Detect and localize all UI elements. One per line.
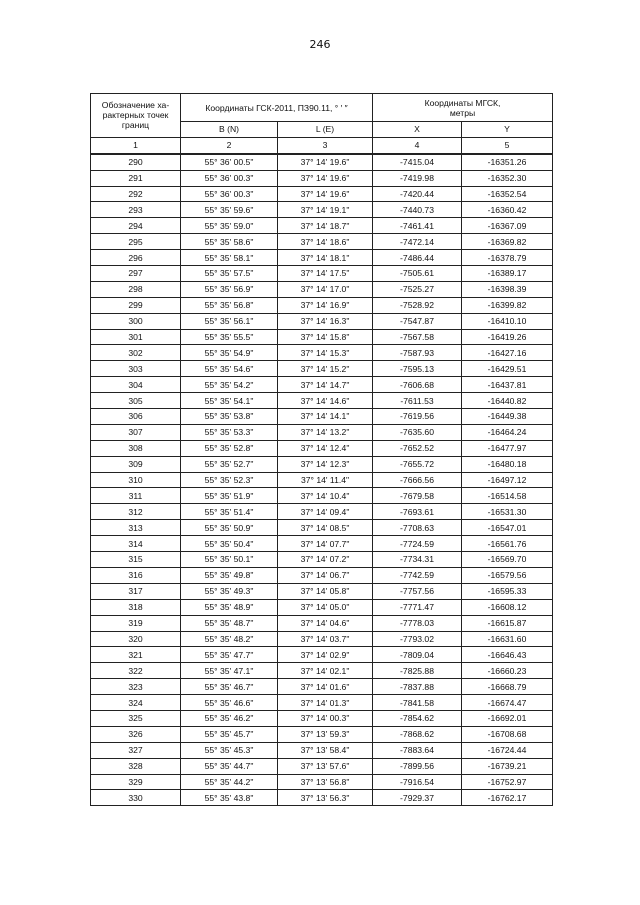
longitude-cell: 37° 14' 05.0" <box>278 599 373 615</box>
y-cell: -16692.01 <box>462 710 553 726</box>
x-label: X <box>373 122 462 138</box>
header-row-1 <box>91 94 553 122</box>
point-id-cell: 290 <box>91 154 181 170</box>
y-cell: -16449.38 <box>462 409 553 425</box>
table-row <box>91 361 553 377</box>
longitude-cell: 37° 13' 57.6" <box>278 758 373 774</box>
x-cell: -7666.56 <box>373 472 462 488</box>
table-row <box>91 313 553 329</box>
latitude-cell: 55° 35' 54.9" <box>181 345 278 361</box>
latitude-cell: 55° 35' 56.9" <box>181 281 278 297</box>
x-cell: -7655.72 <box>373 456 462 472</box>
y-cell: -16369.82 <box>462 234 553 250</box>
longitude-cell: 37° 13' 59.3" <box>278 726 373 742</box>
latitude-cell: 55° 35' 59.6" <box>181 202 278 218</box>
longitude-cell: 37° 14' 15.2" <box>278 361 373 377</box>
longitude-cell: 37° 14' 07.7" <box>278 536 373 552</box>
x-cell: -7825.88 <box>373 663 462 679</box>
table-header <box>91 94 553 154</box>
longitude-cell: 37° 13' 56.8" <box>278 774 373 790</box>
x-cell: -7635.60 <box>373 424 462 440</box>
latitude-cell: 55° 35' 58.1" <box>181 250 278 266</box>
x-cell: -7440.73 <box>373 202 462 218</box>
y-cell: -16724.44 <box>462 742 553 758</box>
table-row <box>91 710 553 726</box>
point-id-cell: 325 <box>91 710 181 726</box>
longitude-cell: 37° 14' 19.6" <box>278 154 373 170</box>
longitude-cell: 37° 14' 14.7" <box>278 377 373 393</box>
point-id-cell: 291 <box>91 170 181 186</box>
y-cell: -16497.12 <box>462 472 553 488</box>
latitude-cell: 55° 35' 50.1" <box>181 552 278 568</box>
x-cell: -7693.61 <box>373 504 462 520</box>
latitude-cell: 55° 35' 56.1" <box>181 313 278 329</box>
table-row <box>91 186 553 202</box>
x-cell: -7505.61 <box>373 266 462 282</box>
point-id-cell: 298 <box>91 281 181 297</box>
table-row <box>91 377 553 393</box>
point-id-cell: 297 <box>91 266 181 282</box>
point-id-cell: 313 <box>91 520 181 536</box>
longitude-cell: 37° 14' 08.5" <box>278 520 373 536</box>
y-cell: -16762.17 <box>462 790 553 806</box>
point-id-cell: 329 <box>91 774 181 790</box>
y-cell: -16440.82 <box>462 393 553 409</box>
point-id-cell: 314 <box>91 536 181 552</box>
x-cell: -7461.41 <box>373 218 462 234</box>
x-cell: -7587.93 <box>373 345 462 361</box>
latitude-cell: 55° 35' 57.5" <box>181 266 278 282</box>
longitude-cell: 37° 14' 12.3" <box>278 456 373 472</box>
latitude-cell: 55° 35' 52.8" <box>181 440 278 456</box>
latitude-cell: 55° 35' 49.8" <box>181 567 278 583</box>
x-cell: -7606.68 <box>373 377 462 393</box>
x-cell: -7883.64 <box>373 742 462 758</box>
x-cell: -7547.87 <box>373 313 462 329</box>
latitude-cell: 55° 35' 50.4" <box>181 536 278 552</box>
point-id-cell: 311 <box>91 488 181 504</box>
y-cell: -16367.09 <box>462 218 553 234</box>
y-cell: -16708.68 <box>462 726 553 742</box>
longitude-cell: 37° 14' 11.4" <box>278 472 373 488</box>
table-row <box>91 615 553 631</box>
longitude-cell: 37° 13' 58.4" <box>278 742 373 758</box>
longitude-cell: 37° 14' 01.6" <box>278 679 373 695</box>
latitude-cell: 55° 35' 48.9" <box>181 599 278 615</box>
l-label: L (E) <box>278 122 373 138</box>
table-row <box>91 488 553 504</box>
point-id-cell: 318 <box>91 599 181 615</box>
table-row <box>91 266 553 282</box>
point-label-header: Обозначение ха- рактерных точек границ <box>91 94 181 138</box>
longitude-cell: 37° 13' 56.3" <box>278 790 373 806</box>
point-id-cell: 307 <box>91 424 181 440</box>
x-cell: -7742.59 <box>373 567 462 583</box>
table-row <box>91 520 553 536</box>
longitude-cell: 37° 14' 19.1" <box>278 202 373 218</box>
y-cell: -16378.79 <box>462 250 553 266</box>
x-cell: -7854.62 <box>373 710 462 726</box>
longitude-cell: 37° 14' 16.3" <box>278 313 373 329</box>
point-id-cell: 301 <box>91 329 181 345</box>
latitude-cell: 55° 36' 00.3" <box>181 186 278 202</box>
table-row <box>91 552 553 568</box>
table-row <box>91 679 553 695</box>
table-row <box>91 647 553 663</box>
longitude-cell: 37° 14' 02.9" <box>278 647 373 663</box>
y-cell: -16561.76 <box>462 536 553 552</box>
x-cell: -7472.14 <box>373 234 462 250</box>
y-cell: -16514.58 <box>462 488 553 504</box>
table-row <box>91 218 553 234</box>
table-row <box>91 695 553 711</box>
x-cell: -7778.03 <box>373 615 462 631</box>
latitude-cell: 55° 35' 44.7" <box>181 758 278 774</box>
longitude-cell: 37° 14' 17.0" <box>278 281 373 297</box>
y-cell: -16427.16 <box>462 345 553 361</box>
longitude-cell: 37° 14' 18.1" <box>278 250 373 266</box>
table-row <box>91 472 553 488</box>
x-cell: -7652.52 <box>373 440 462 456</box>
x-cell: -7708.63 <box>373 520 462 536</box>
y-cell: -16398.39 <box>462 281 553 297</box>
latitude-cell: 55° 35' 53.8" <box>181 409 278 425</box>
latitude-cell: 55° 35' 45.3" <box>181 742 278 758</box>
y-cell: -16660.23 <box>462 663 553 679</box>
latitude-cell: 55° 35' 49.3" <box>181 583 278 599</box>
latitude-cell: 55° 35' 44.2" <box>181 774 278 790</box>
point-id-cell: 326 <box>91 726 181 742</box>
x-cell: -7841.58 <box>373 695 462 711</box>
x-cell: -7528.92 <box>373 297 462 313</box>
table-row <box>91 631 553 647</box>
x-cell: -7757.56 <box>373 583 462 599</box>
point-id-cell: 320 <box>91 631 181 647</box>
table-row <box>91 345 553 361</box>
x-cell: -7595.13 <box>373 361 462 377</box>
longitude-cell: 37° 14' 15.3" <box>278 345 373 361</box>
y-cell: -16579.56 <box>462 567 553 583</box>
point-id-cell: 316 <box>91 567 181 583</box>
x-cell: -7734.31 <box>373 552 462 568</box>
table-row <box>91 409 553 425</box>
table-row <box>91 424 553 440</box>
point-id-cell: 303 <box>91 361 181 377</box>
table-row <box>91 297 553 313</box>
latitude-cell: 55° 35' 51.4" <box>181 504 278 520</box>
table-row <box>91 758 553 774</box>
y-cell: -16547.01 <box>462 520 553 536</box>
table-row <box>91 329 553 345</box>
table-row <box>91 250 553 266</box>
point-id-cell: 305 <box>91 393 181 409</box>
latitude-cell: 55° 35' 47.1" <box>181 663 278 679</box>
y-cell: -16399.82 <box>462 297 553 313</box>
table-row <box>91 202 553 218</box>
longitude-cell: 37° 14' 19.6" <box>278 186 373 202</box>
x-cell: -7419.98 <box>373 170 462 186</box>
y-cell: -16668.79 <box>462 679 553 695</box>
x-cell: -7611.53 <box>373 393 462 409</box>
point-id-cell: 328 <box>91 758 181 774</box>
longitude-cell: 37° 14' 12.4" <box>278 440 373 456</box>
table-row <box>91 742 553 758</box>
gsk-units: ° ′ ″ <box>334 102 348 113</box>
point-id-cell: 322 <box>91 663 181 679</box>
table-row <box>91 663 553 679</box>
point-id-cell: 324 <box>91 695 181 711</box>
point-id-cell: 299 <box>91 297 181 313</box>
x-cell: -7837.88 <box>373 679 462 695</box>
point-id-cell: 308 <box>91 440 181 456</box>
point-id-cell: 304 <box>91 377 181 393</box>
point-id-cell: 321 <box>91 647 181 663</box>
y-cell: -16351.26 <box>462 154 553 170</box>
col-num: 3 <box>278 137 373 153</box>
table-row <box>91 567 553 583</box>
latitude-cell: 55° 35' 52.7" <box>181 456 278 472</box>
point-id-cell: 294 <box>91 218 181 234</box>
y-cell: -16437.81 <box>462 377 553 393</box>
table-row <box>91 536 553 552</box>
x-cell: -7868.62 <box>373 726 462 742</box>
point-id-cell: 302 <box>91 345 181 361</box>
point-id-cell: 319 <box>91 615 181 631</box>
longitude-cell: 37° 14' 15.8" <box>278 329 373 345</box>
table-row <box>91 790 553 806</box>
latitude-cell: 55° 35' 51.9" <box>181 488 278 504</box>
y-cell: -16360.42 <box>462 202 553 218</box>
y-cell: -16429.51 <box>462 361 553 377</box>
col-num: 1 <box>91 137 181 153</box>
y-cell: -16477.97 <box>462 440 553 456</box>
latitude-cell: 55° 35' 54.2" <box>181 377 278 393</box>
point-id-cell: 296 <box>91 250 181 266</box>
longitude-cell: 37° 14' 14.6" <box>278 393 373 409</box>
latitude-cell: 55° 35' 54.1" <box>181 393 278 409</box>
latitude-cell: 55° 35' 46.7" <box>181 679 278 695</box>
latitude-cell: 55° 36' 00.3" <box>181 170 278 186</box>
longitude-cell: 37° 14' 07.2" <box>278 552 373 568</box>
point-id-cell: 323 <box>91 679 181 695</box>
latitude-cell: 55° 35' 59.0" <box>181 218 278 234</box>
latitude-cell: 55° 35' 48.7" <box>181 615 278 631</box>
latitude-cell: 55° 35' 50.9" <box>181 520 278 536</box>
col-num: 5 <box>462 137 553 153</box>
point-id-cell: 327 <box>91 742 181 758</box>
point-id-cell: 295 <box>91 234 181 250</box>
latitude-cell: 55° 35' 46.2" <box>181 710 278 726</box>
x-cell: -7724.59 <box>373 536 462 552</box>
longitude-cell: 37° 14' 18.7" <box>278 218 373 234</box>
gsk-title: Координаты ГСК-2011, ПЗ90.11, <box>205 102 333 113</box>
y-cell: -16352.30 <box>462 170 553 186</box>
x-cell: -7793.02 <box>373 631 462 647</box>
longitude-cell: 37° 14' 17.5" <box>278 266 373 282</box>
latitude-cell: 55° 35' 43.8" <box>181 790 278 806</box>
y-cell: -16595.33 <box>462 583 553 599</box>
table-row <box>91 774 553 790</box>
latitude-cell: 55° 35' 45.7" <box>181 726 278 742</box>
x-cell: -7619.56 <box>373 409 462 425</box>
latitude-cell: 55° 35' 52.3" <box>181 472 278 488</box>
latitude-cell: 55° 35' 55.5" <box>181 329 278 345</box>
y-cell: -16480.18 <box>462 456 553 472</box>
point-id-cell: 306 <box>91 409 181 425</box>
y-cell: -16608.12 <box>462 599 553 615</box>
longitude-cell: 37° 14' 01.3" <box>278 695 373 711</box>
point-id-cell: 293 <box>91 202 181 218</box>
longitude-cell: 37° 14' 00.3" <box>278 710 373 726</box>
latitude-cell: 55° 35' 56.8" <box>181 297 278 313</box>
table-row <box>91 170 553 186</box>
mgsk-header: Координаты МГСК, метры <box>373 94 553 122</box>
x-cell: -7567.58 <box>373 329 462 345</box>
y-cell: -16615.87 <box>462 615 553 631</box>
table-row <box>91 393 553 409</box>
x-cell: -7771.47 <box>373 599 462 615</box>
point-id-cell: 317 <box>91 583 181 599</box>
table-row <box>91 456 553 472</box>
b-label: B (N) <box>181 122 278 138</box>
latitude-cell: 55° 35' 48.2" <box>181 631 278 647</box>
longitude-cell: 37° 14' 04.6" <box>278 615 373 631</box>
y-cell: -16410.10 <box>462 313 553 329</box>
y-cell: -16646.43 <box>462 647 553 663</box>
table-row <box>91 599 553 615</box>
x-cell: -7415.04 <box>373 154 462 170</box>
y-cell: -16352.54 <box>462 186 553 202</box>
point-id-cell: 330 <box>91 790 181 806</box>
point-id-cell: 312 <box>91 504 181 520</box>
x-cell: -7486.44 <box>373 250 462 266</box>
y-cell: -16419.26 <box>462 329 553 345</box>
longitude-cell: 37° 14' 10.4" <box>278 488 373 504</box>
latitude-cell: 55° 35' 46.6" <box>181 695 278 711</box>
y-cell: -16752.97 <box>462 774 553 790</box>
col-num: 4 <box>373 137 462 153</box>
y-cell: -16739.21 <box>462 758 553 774</box>
y-cell: -16569.70 <box>462 552 553 568</box>
longitude-cell: 37° 14' 18.6" <box>278 234 373 250</box>
point-id-cell: 309 <box>91 456 181 472</box>
y-cell: -16389.17 <box>462 266 553 282</box>
page-number: 246 <box>309 38 331 51</box>
table-row <box>91 281 553 297</box>
table-row <box>91 504 553 520</box>
x-cell: -7916.54 <box>373 774 462 790</box>
latitude-cell: 55° 35' 54.6" <box>181 361 278 377</box>
point-id-cell: 292 <box>91 186 181 202</box>
table-row <box>91 234 553 250</box>
coordinates-table <box>90 93 553 806</box>
latitude-cell: 55° 36' 00.5" <box>181 154 278 170</box>
longitude-cell: 37° 14' 03.7" <box>278 631 373 647</box>
longitude-cell: 37° 14' 16.9" <box>278 297 373 313</box>
x-cell: -7525.27 <box>373 281 462 297</box>
table-row <box>91 583 553 599</box>
col-num: 2 <box>181 137 278 153</box>
longitude-cell: 37° 14' 02.1" <box>278 663 373 679</box>
x-cell: -7929.37 <box>373 790 462 806</box>
y-cell: -16674.47 <box>462 695 553 711</box>
y-cell: -16464.24 <box>462 424 553 440</box>
longitude-cell: 37° 14' 05.8" <box>278 583 373 599</box>
y-cell: -16631.60 <box>462 631 553 647</box>
point-id-cell: 310 <box>91 472 181 488</box>
latitude-cell: 55° 35' 53.3" <box>181 424 278 440</box>
x-cell: -7809.04 <box>373 647 462 663</box>
column-numbers-row <box>91 137 553 153</box>
table-row <box>91 726 553 742</box>
y-cell: -16531.30 <box>462 504 553 520</box>
longitude-cell: 37° 14' 19.6" <box>278 170 373 186</box>
table-row <box>91 440 553 456</box>
table-row <box>91 154 553 170</box>
longitude-cell: 37° 14' 06.7" <box>278 567 373 583</box>
y-label: Y <box>462 122 553 138</box>
longitude-cell: 37° 14' 14.1" <box>278 409 373 425</box>
latitude-cell: 55° 35' 47.7" <box>181 647 278 663</box>
longitude-cell: 37° 14' 13.2" <box>278 424 373 440</box>
latitude-cell: 55° 35' 58.6" <box>181 234 278 250</box>
x-cell: -7679.58 <box>373 488 462 504</box>
longitude-cell: 37° 14' 09.4" <box>278 504 373 520</box>
point-id-cell: 300 <box>91 313 181 329</box>
point-id-cell: 315 <box>91 552 181 568</box>
table-body <box>91 154 553 806</box>
x-cell: -7899.56 <box>373 758 462 774</box>
x-cell: -7420.44 <box>373 186 462 202</box>
gsk-header <box>181 94 373 122</box>
